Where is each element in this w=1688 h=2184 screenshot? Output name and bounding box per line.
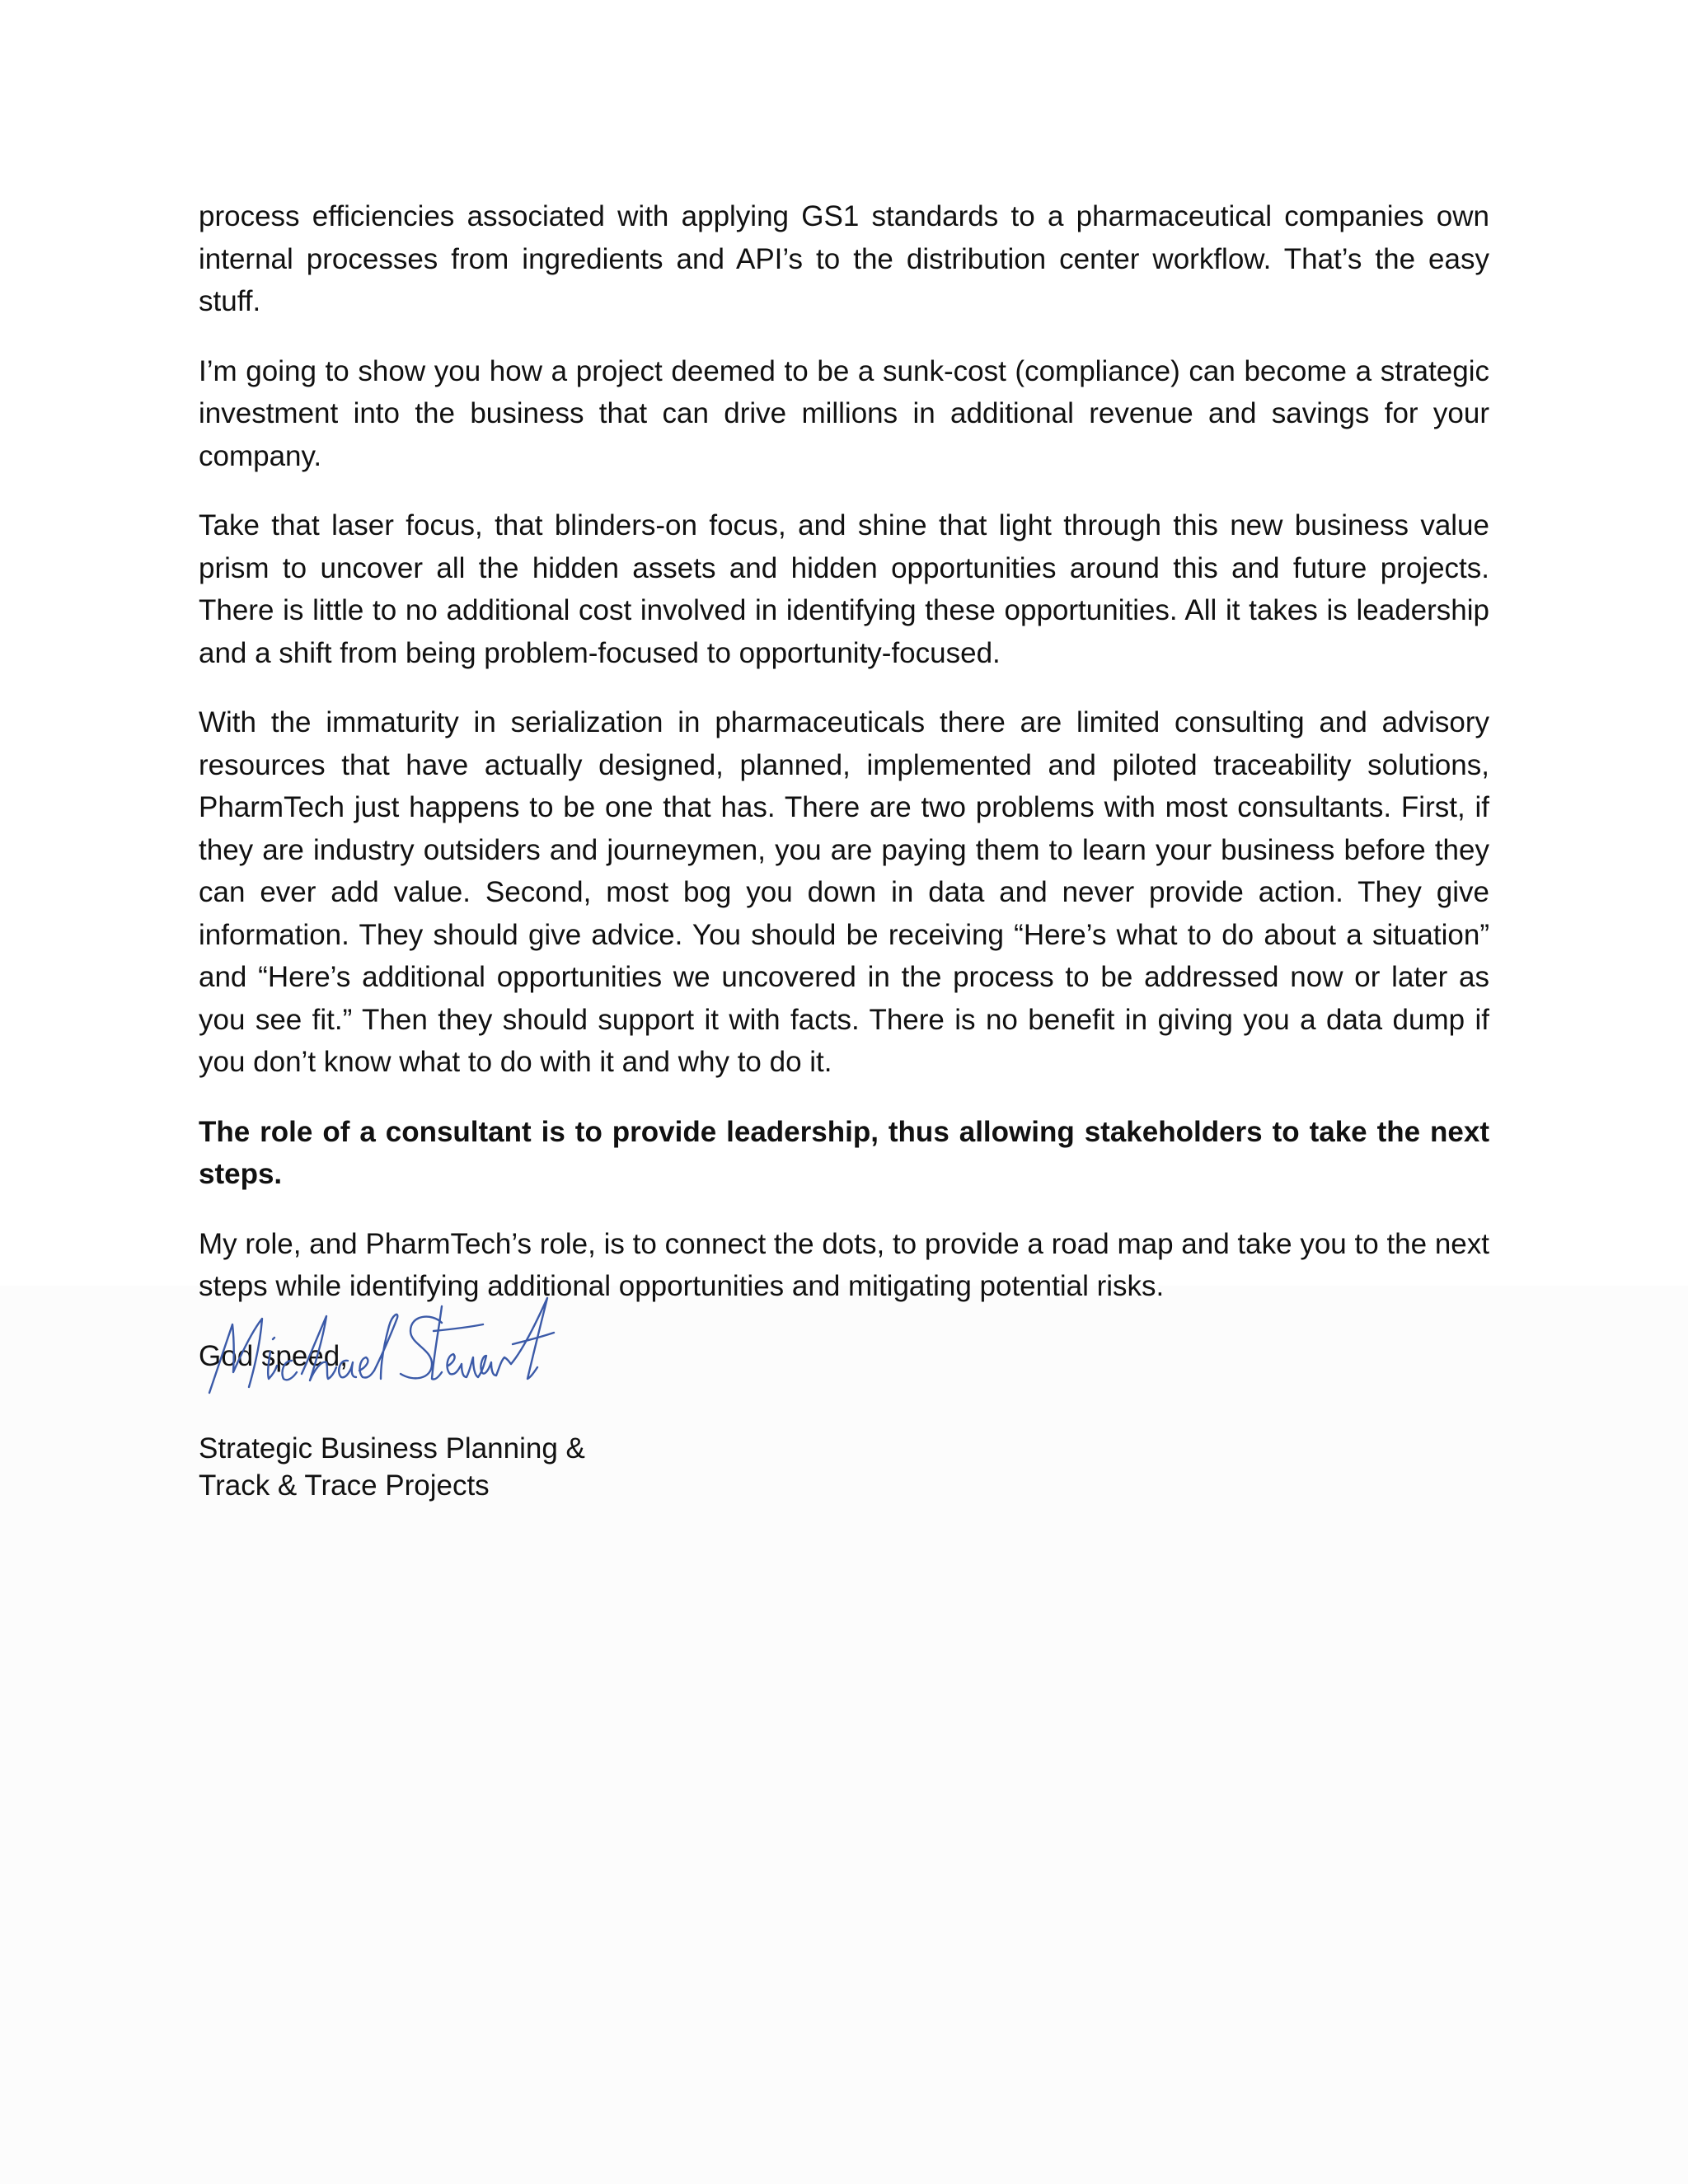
closing-salutation: God speed, (199, 1339, 348, 1372)
paragraph-gs1-efficiencies: process efficiencies associated with applying GS1 standards to a pharmaceutical companies own internal processes from ingredients and API’s to the distribution center workflow. That’s the easy stuff. (199, 200, 1489, 317)
page-background-tint (0, 1286, 1688, 2184)
handwritten-signature (195, 1282, 582, 1409)
signer-title-line: Track & Trace Projects (199, 1469, 490, 1502)
paragraph-laser-focus: Take that laser focus, that blinders-on focus, and shine that light through this new business value prism to uncover all the hidden assets and hidden opportunities around this and future projects. There is little to no additional cost involved in identifying these opportunities. All it takes is leadership and a shift from being problem-focused to opportunity-focused. (199, 509, 1489, 669)
paragraph-pharmtech-role: My role, and PharmTech’s role, is to connect the dots, to provide a road map and take you to the next steps while identifying additional opportunities and mitigating potential risks. (199, 1227, 1489, 1302)
signer-title (199, 1430, 585, 1504)
paragraph-strategic-investment: I’m going to show you how a project deemed to be a sunk-cost (compliance) can become a strategic investment into the business that can drive millions in additional revenue and savings for your company. (199, 354, 1489, 472)
letter-body (199, 195, 1489, 1377)
signer-title-line: Strategic Business Planning & (199, 1432, 585, 1465)
paragraph-consultants: With the immaturity in serialization in pharmaceuticals there are limited consulting and advisory resources that have actually designed, planned, implemented and piloted traceability solutions, PharmTech just happens to be one that has. There are two problems with most consultants. First, if they are industry outsiders and journeymen, you are paying them to learn your business before they can ever add value. Second, most bog you down in data and never provide action. They give information. They should give advice. You should be receiving “Here’s what to do about a situation” and “Here’s additional opportunities we uncovered in the process to be addressed now or later as you see fit.” Then they should support it with facts. There is no benefit in giving you a data dump if you don’t know what to do with it and why to do it. (199, 706, 1489, 1078)
bold-statement: The role of a consultant is to provide leadership, thus allowing stakeholders to take the next steps. (199, 1115, 1489, 1190)
